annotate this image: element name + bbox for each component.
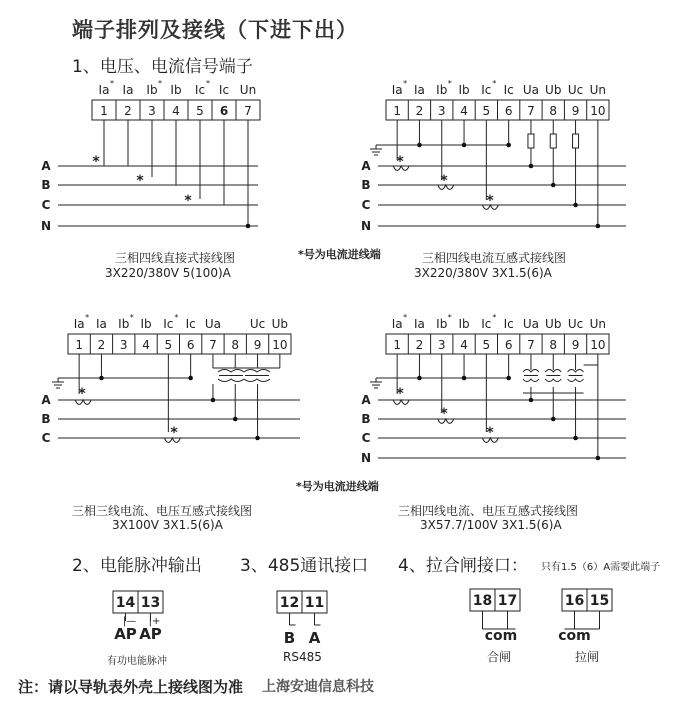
current-in-star: * [396, 386, 404, 402]
diagram4-spec: 3X57.7/100V 3X1.5(6)A [420, 518, 562, 532]
terminal-label: Ib [436, 317, 448, 331]
terminal-number: 1 [393, 104, 401, 118]
terminal-label: Ia [73, 317, 85, 331]
terminal-label: Ia [122, 83, 134, 97]
close-label: com [484, 628, 518, 644]
close-caption: 合闸 [487, 650, 512, 664]
terminal-label-star: * [206, 79, 210, 88]
pt-winding [218, 379, 244, 382]
terminal-number: 1 [75, 338, 83, 352]
phase-label-N: N [40, 219, 52, 233]
terminal-number: 10 [590, 104, 606, 118]
diagram4-caption: 三相四线电流、电压互感式接线图 [398, 504, 579, 518]
terminal-label: Ia [413, 83, 425, 97]
terminal-label: Ua [522, 83, 540, 97]
rs485-label: B [283, 629, 296, 647]
close-number: 17 [497, 593, 518, 609]
pt-winding [545, 379, 561, 382]
terminal-label: Ia [95, 317, 107, 331]
phase-label-A: A [41, 393, 51, 407]
terminal-label-star: * [447, 79, 452, 88]
current-in-star: * [170, 425, 178, 441]
open-number: 16 [564, 593, 585, 609]
open-label: com [558, 628, 591, 644]
phase-label-A: A [361, 393, 371, 407]
terminal-number: 6 [504, 104, 513, 118]
section-1-heading: 1、电压、电流信号端子 [72, 57, 253, 77]
rs485-number: 12 [279, 595, 300, 611]
current-in-star: * [486, 193, 494, 209]
phase-label-C: C [41, 198, 51, 212]
terminal-number: 7 [209, 338, 217, 352]
junction-dot [573, 436, 578, 441]
diagram3-spec: 3X100V 3X1.5(6)A [112, 518, 223, 532]
phase-label-C: C [361, 198, 371, 212]
terminal-label: Ic [163, 317, 174, 331]
terminal-number: 1 [393, 338, 401, 352]
terminal-label: Un [589, 317, 607, 331]
terminal-label-star: * [492, 79, 497, 88]
terminal-label: Ub [545, 83, 562, 97]
junction-dot [233, 417, 238, 422]
open-number: 15 [589, 593, 610, 609]
terminal-label: Ic [503, 317, 514, 331]
terminal-number: 9 [253, 338, 262, 352]
terminal-number: 4 [460, 104, 468, 118]
terminal-number: 5 [164, 338, 173, 352]
phase-label-A: A [41, 159, 51, 173]
pulse-label: AP [114, 625, 137, 643]
fuse [573, 134, 579, 148]
terminal-label: Ua [522, 317, 540, 331]
terminal-label: Ic [218, 83, 230, 97]
section-3-heading: 3、485通讯接口 [240, 556, 369, 576]
section-4-note: 只有1.5（6）A需要此端子 [541, 562, 661, 573]
diagram2-spec: 3X220/380V 3X1.5(6)A [414, 266, 552, 280]
terminal-number: 8 [231, 338, 240, 352]
fuse [528, 134, 534, 148]
terminal-number: 3 [437, 104, 446, 118]
terminal-label-star: * [403, 313, 408, 322]
current-in-star: * [184, 193, 192, 209]
terminal-number: 8 [549, 104, 558, 118]
junction-dot [529, 164, 534, 169]
pt-winding [568, 379, 584, 382]
terminal-number: 1 [100, 104, 108, 118]
junction-dot [596, 224, 601, 229]
junction-dot [188, 376, 193, 381]
terminal-label: Ic [185, 317, 196, 331]
pulse-label: AP [139, 625, 162, 643]
terminal-label: Ub [271, 317, 289, 331]
phase-label-A: A [361, 159, 371, 173]
terminal-number: 5 [482, 338, 491, 352]
phase-label-B: B [361, 412, 371, 426]
terminal-number: 6 [186, 338, 195, 352]
current-in-star: * [486, 425, 494, 441]
terminal-number: 9 [571, 338, 580, 352]
terminal-number: 6 [219, 104, 229, 118]
page-title: 端子排列及接线（下进下出） [72, 18, 358, 42]
phase-label-B: B [41, 178, 51, 192]
pt-winding [523, 379, 539, 382]
phase-label-N: N [360, 219, 372, 233]
terminal-label-star: * [129, 313, 134, 322]
current-in-star: * [136, 173, 144, 189]
star-note-bottom: *号为电流进线端 [296, 480, 379, 493]
terminal-label: Ia [391, 83, 403, 97]
pulse-caption: 有功电能脉冲 [107, 656, 167, 667]
open-caption: 拉闸 [575, 650, 600, 664]
junction-dot [246, 224, 251, 229]
junction-dot [506, 376, 511, 381]
pt-winding [244, 379, 270, 382]
terminal-number: 4 [142, 338, 150, 352]
diagram2-caption: 三相四线电流互感式接线图 [422, 251, 567, 265]
current-in-star: * [440, 173, 448, 189]
terminal-number: 3 [437, 338, 446, 352]
phase-label-B: B [361, 178, 371, 192]
junction-dot [462, 376, 467, 381]
terminal-label: Ic [481, 317, 492, 331]
footer-note: 注：请以导轨表外壳上接线图为准 [18, 678, 244, 696]
junction-dot [573, 203, 578, 208]
terminal-label: Un [589, 83, 607, 97]
pulse-number: 14 [115, 595, 136, 611]
current-in-star: * [78, 386, 86, 402]
terminal-number: 2 [124, 104, 132, 118]
diagram3-caption: 三相三线电流、电压互感式接线图 [72, 504, 253, 518]
junction-dot [551, 183, 556, 188]
terminal-label: Ia [391, 317, 403, 331]
terminal-label: Ib [118, 317, 130, 331]
terminal-label: Uc [567, 83, 584, 97]
terminal-label: Ib [436, 83, 448, 97]
rs485-label: A [308, 629, 321, 647]
rs485-caption: RS485 [283, 650, 322, 664]
terminal-number: 5 [196, 104, 204, 118]
pt-winding [244, 370, 270, 373]
pulse-number: 13 [140, 595, 161, 611]
junction-dot [255, 436, 260, 441]
terminal-number: 5 [482, 104, 491, 118]
phase-label-N: N [360, 451, 372, 465]
terminal-label: Ib [140, 317, 152, 331]
diagram1-spec: 3X220/380V 5(100)A [105, 266, 231, 280]
terminal-label-star: * [110, 79, 114, 88]
diagram1-caption: 三相四线直接式接线图 [115, 251, 236, 265]
terminal-number: 7 [527, 338, 535, 352]
junction-dot [462, 143, 467, 148]
terminal-label-star: * [85, 313, 90, 322]
terminal-label: Ic [481, 83, 492, 97]
pt-winding [218, 370, 244, 373]
rs485-number: 11 [304, 595, 325, 611]
terminal-label: Ic [194, 83, 206, 97]
terminal-label: Ia [98, 83, 110, 97]
terminal-label: Uc [567, 317, 584, 331]
close-number: 18 [472, 593, 493, 609]
terminal-number: 3 [119, 338, 128, 352]
terminal-number: 9 [571, 104, 580, 118]
junction-dot [551, 417, 556, 422]
current-in-star: * [440, 406, 448, 422]
terminal-number: 8 [549, 338, 558, 352]
terminal-label: Ib [458, 83, 470, 97]
terminal-label-star: * [174, 313, 179, 322]
phase-label-C: C [41, 431, 51, 445]
terminal-label: Ia [413, 317, 425, 331]
watermark: 上海安迪信息科技 [262, 679, 374, 695]
terminal-number: 7 [527, 104, 535, 118]
current-in-star: * [92, 154, 100, 170]
terminal-label-star: * [158, 79, 162, 88]
terminal-label: Ub [545, 317, 562, 331]
section-2-heading: 2、电能脉冲输出 [72, 556, 202, 576]
phase-label-B: B [41, 412, 51, 426]
pulse-sign: |+ [148, 616, 161, 627]
terminal-number: 3 [148, 104, 156, 118]
fuse [550, 134, 556, 148]
terminal-number: 2 [415, 338, 424, 352]
terminal-number: 6 [504, 338, 513, 352]
terminal-number: 4 [172, 104, 180, 118]
terminal-number: 7 [244, 104, 252, 118]
terminal-number: 2 [415, 104, 424, 118]
terminal-label: Ic [503, 83, 514, 97]
pulse-sign: |— [122, 616, 137, 627]
terminal-label-star: * [403, 79, 408, 88]
terminal-label-star: * [492, 313, 497, 322]
terminal-number: 4 [460, 338, 468, 352]
terminal-label-star: * [447, 313, 452, 322]
junction-dot [211, 398, 216, 403]
terminal-number: 10 [272, 338, 288, 352]
terminal-number: 2 [97, 338, 106, 352]
section-4-heading: 4、拉合闸接口： [398, 556, 528, 576]
terminal-label: Ib [458, 317, 470, 331]
terminal-label: Ib [170, 83, 182, 97]
terminal-label: Un [239, 83, 257, 97]
junction-dot [596, 456, 601, 461]
junction-dot [506, 143, 511, 148]
terminal-label: Uc [249, 317, 266, 331]
terminal-label: Ib [146, 83, 158, 97]
terminal-number: 10 [590, 338, 606, 352]
star-note-top: *号为电流进线端 [298, 248, 381, 261]
terminal-label: Ua [204, 317, 222, 331]
phase-label-C: C [361, 431, 371, 445]
current-in-star: * [396, 154, 404, 170]
